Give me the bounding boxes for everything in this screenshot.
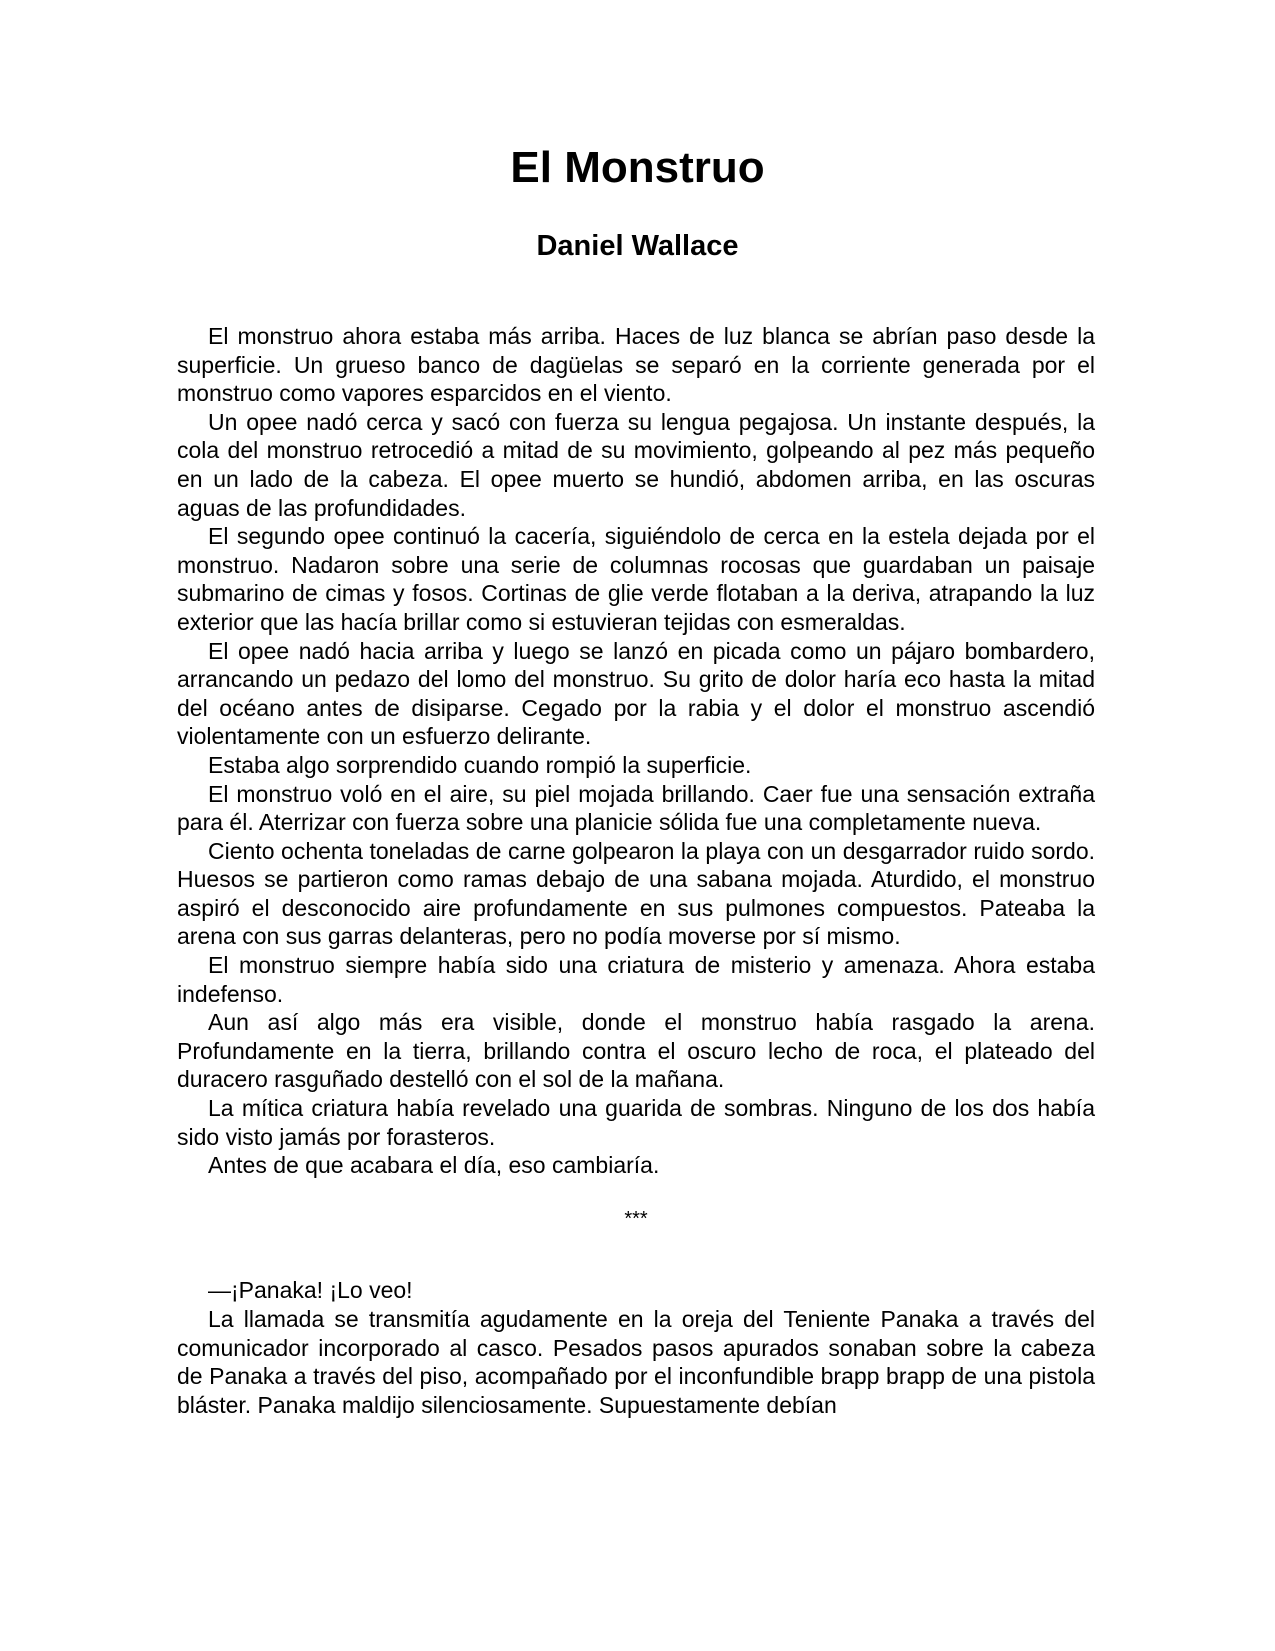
section-separator: ***	[624, 1207, 648, 1230]
paragraph: La mítica criatura había revelado una guarida de sombras. Ninguno de los dos había sido visto jamás por forasteros.	[177, 1095, 1095, 1150]
body-text	[177, 322, 1095, 1419]
paragraph: El monstruo siempre había sido una criatura de misterio y amenaza. Ahora estaba indefenso.	[177, 952, 1095, 1007]
paragraph: El opee nadó hacia arriba y luego se lanzó en picada como un pájaro bombardero, arrancando un pedazo del lomo del monstruo. Su grito de dolor haría eco hasta la mitad del océano antes de disiparse. Cegado por la rabia y el dolor el monstruo ascendió violentamente con un esfuerzo delirante.	[177, 637, 1095, 750]
paragraph: El segundo opee continuó la cacería, siguiéndolo de cerca en la estela dejada por el monstruo. Nadaron sobre una serie de columnas rocosas que guardaban un paisaje submarino de cimas y fosos. Cortinas de glie verde flotaban a la deriva, atrapando la luz exterior que las hacía brillar como si estuvieran tejidas con esmeraldas.	[177, 523, 1095, 635]
paragraph: Ciento ochenta toneladas de carne golpearon la playa con un desgarrador ruido sordo. Huesos se partieron como ramas debajo de una sabana mojada. Aturdido, el monstruo aspiró el desconocido aire profundamente en sus pulmones compuestos. Pateaba la arena con sus garras delanteras, pero no podía moverse por sí mismo.	[177, 837, 1095, 950]
paragraph: El monstruo ahora estaba más arriba. Haces de luz blanca se abrían paso desde la superficie. Un grueso banco de dagüelas se separó en la corriente generada por el monstruo como vapores esparcidos en el viento.	[177, 323, 1095, 407]
paragraph: La llamada se transmitía agudamente en la oreja del Teniente Panaka a través del comunicador incorporado al casco. Pesados pasos apurados sonaban sobre la cabeza de Panaka a través del piso, acompañado por el inconfundible brapp brapp de una pistola bláster. Panaka maldijo silenciosamente. Supuestamente debían	[177, 1306, 1095, 1418]
document-title: El Monstruo	[510, 143, 765, 192]
paragraph: Aun así algo más era visible, donde el monstruo había rasgado la arena. Profundamente en la tierra, brillando contra el oscuro lecho de roca, el plateado del duracero rasguñado destelló con el sol de la mañana.	[177, 1009, 1095, 1093]
paragraph: Estaba algo sorprendido cuando rompió la superficie.	[208, 751, 752, 778]
paragraph: —¡Panaka! ¡Lo veo!	[208, 1277, 413, 1304]
author-name: Daniel Wallace	[536, 230, 739, 262]
paragraph: El monstruo voló en el aire, su piel mojada brillando. Caer fue una sensación extraña para él. Aterrizar con fuerza sobre una planicie sólida fue una completamente nueva.	[177, 780, 1095, 836]
paragraph: Un opee nadó cerca y sacó con fuerza su lengua pegajosa. Un instante después, la cola del monstruo retrocedió a mitad de su movimiento, golpeando al pez más pequeño en un lado de la cabeza. El opee muerto se hundió, abdomen arriba, en las oscuras aguas de las profundidades.	[177, 408, 1095, 521]
paragraph: Antes de que acabara el día, eso cambiaría.	[208, 1152, 660, 1179]
